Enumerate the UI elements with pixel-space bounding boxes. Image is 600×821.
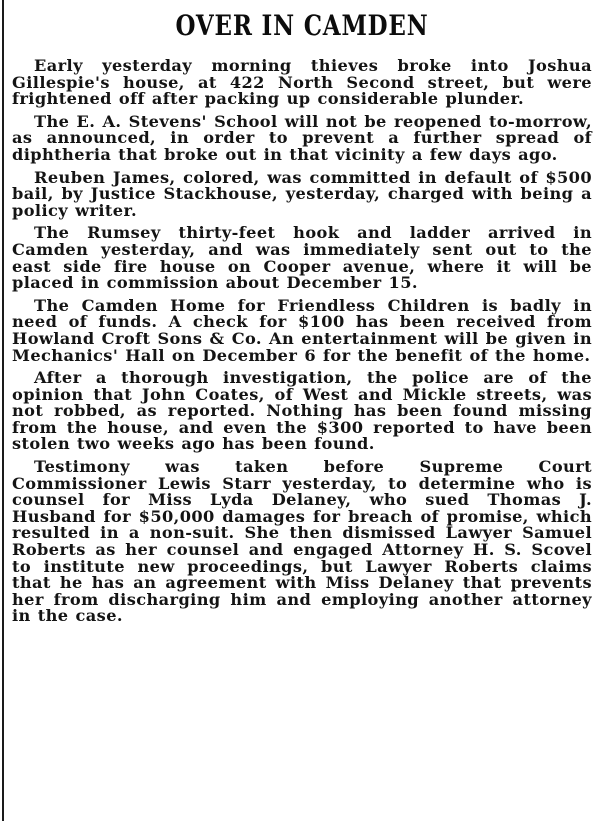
news-item-burglary: Early yesterday morning thieves broke into Joshua Gillespie's house, at 422 North Second street, but were frightened off after packing up considerable plunder. bbox=[12, 56, 592, 109]
news-item-school-closure: The E. A. Stevens' School will not be reopened to-morrow, as announced, in order to prevent a further spread of diphtheria that broke out in that vicinity a few days ago. bbox=[12, 111, 592, 164]
news-item-court-testimony: Testimony was taken before Supreme Court Commissioner Lewis Starr yesterday, to determine who is counsel for Miss Lyda Delaney, who sued Thomas J. Husband for $50,000 damages for breach of promise, which resulted in a non-suit. She then dismissed Lawyer Samuel Roberts as her counsel and engaged Attorney H. S. Scovel to institute new proceedings, but Lawyer Roberts claims that he has an agreement with Miss Delaney that prevents her from discharging him and employing another attorney in the case. bbox=[12, 457, 592, 626]
article-headline: OVER IN CAMDEN bbox=[175, 9, 429, 42]
news-item-childrens-home: The Camden Home for Friendless Children is badly in need of funds. A check for $100 has been received from Howland Croft Sons & Co. An entertainment will be given in Mechanics' Hall on December 6 for the benefit of the home. bbox=[12, 295, 592, 365]
news-item-hook-and-ladder: The Rumsey thirty-feet hook and ladder arrived in Camden yesterday, and was immediately sent out to the east side fire house on Cooper avenue, where it will be placed in commission about December 15. bbox=[12, 223, 592, 293]
news-item-policy-writer: Reuben James, colored, was committed in default of $500 bail, by Justice Stackhouse, yesterday, charged with being a policy writer. bbox=[12, 167, 592, 220]
news-item-police-investigation: After a thorough investigation, the police are of the opinion that John Coates, of West and Mickle streets, was not robbed, as reported. Nothing has been found missing from the house, and even the $300 reported to have been stolen two weeks ago has been found. bbox=[12, 368, 592, 454]
